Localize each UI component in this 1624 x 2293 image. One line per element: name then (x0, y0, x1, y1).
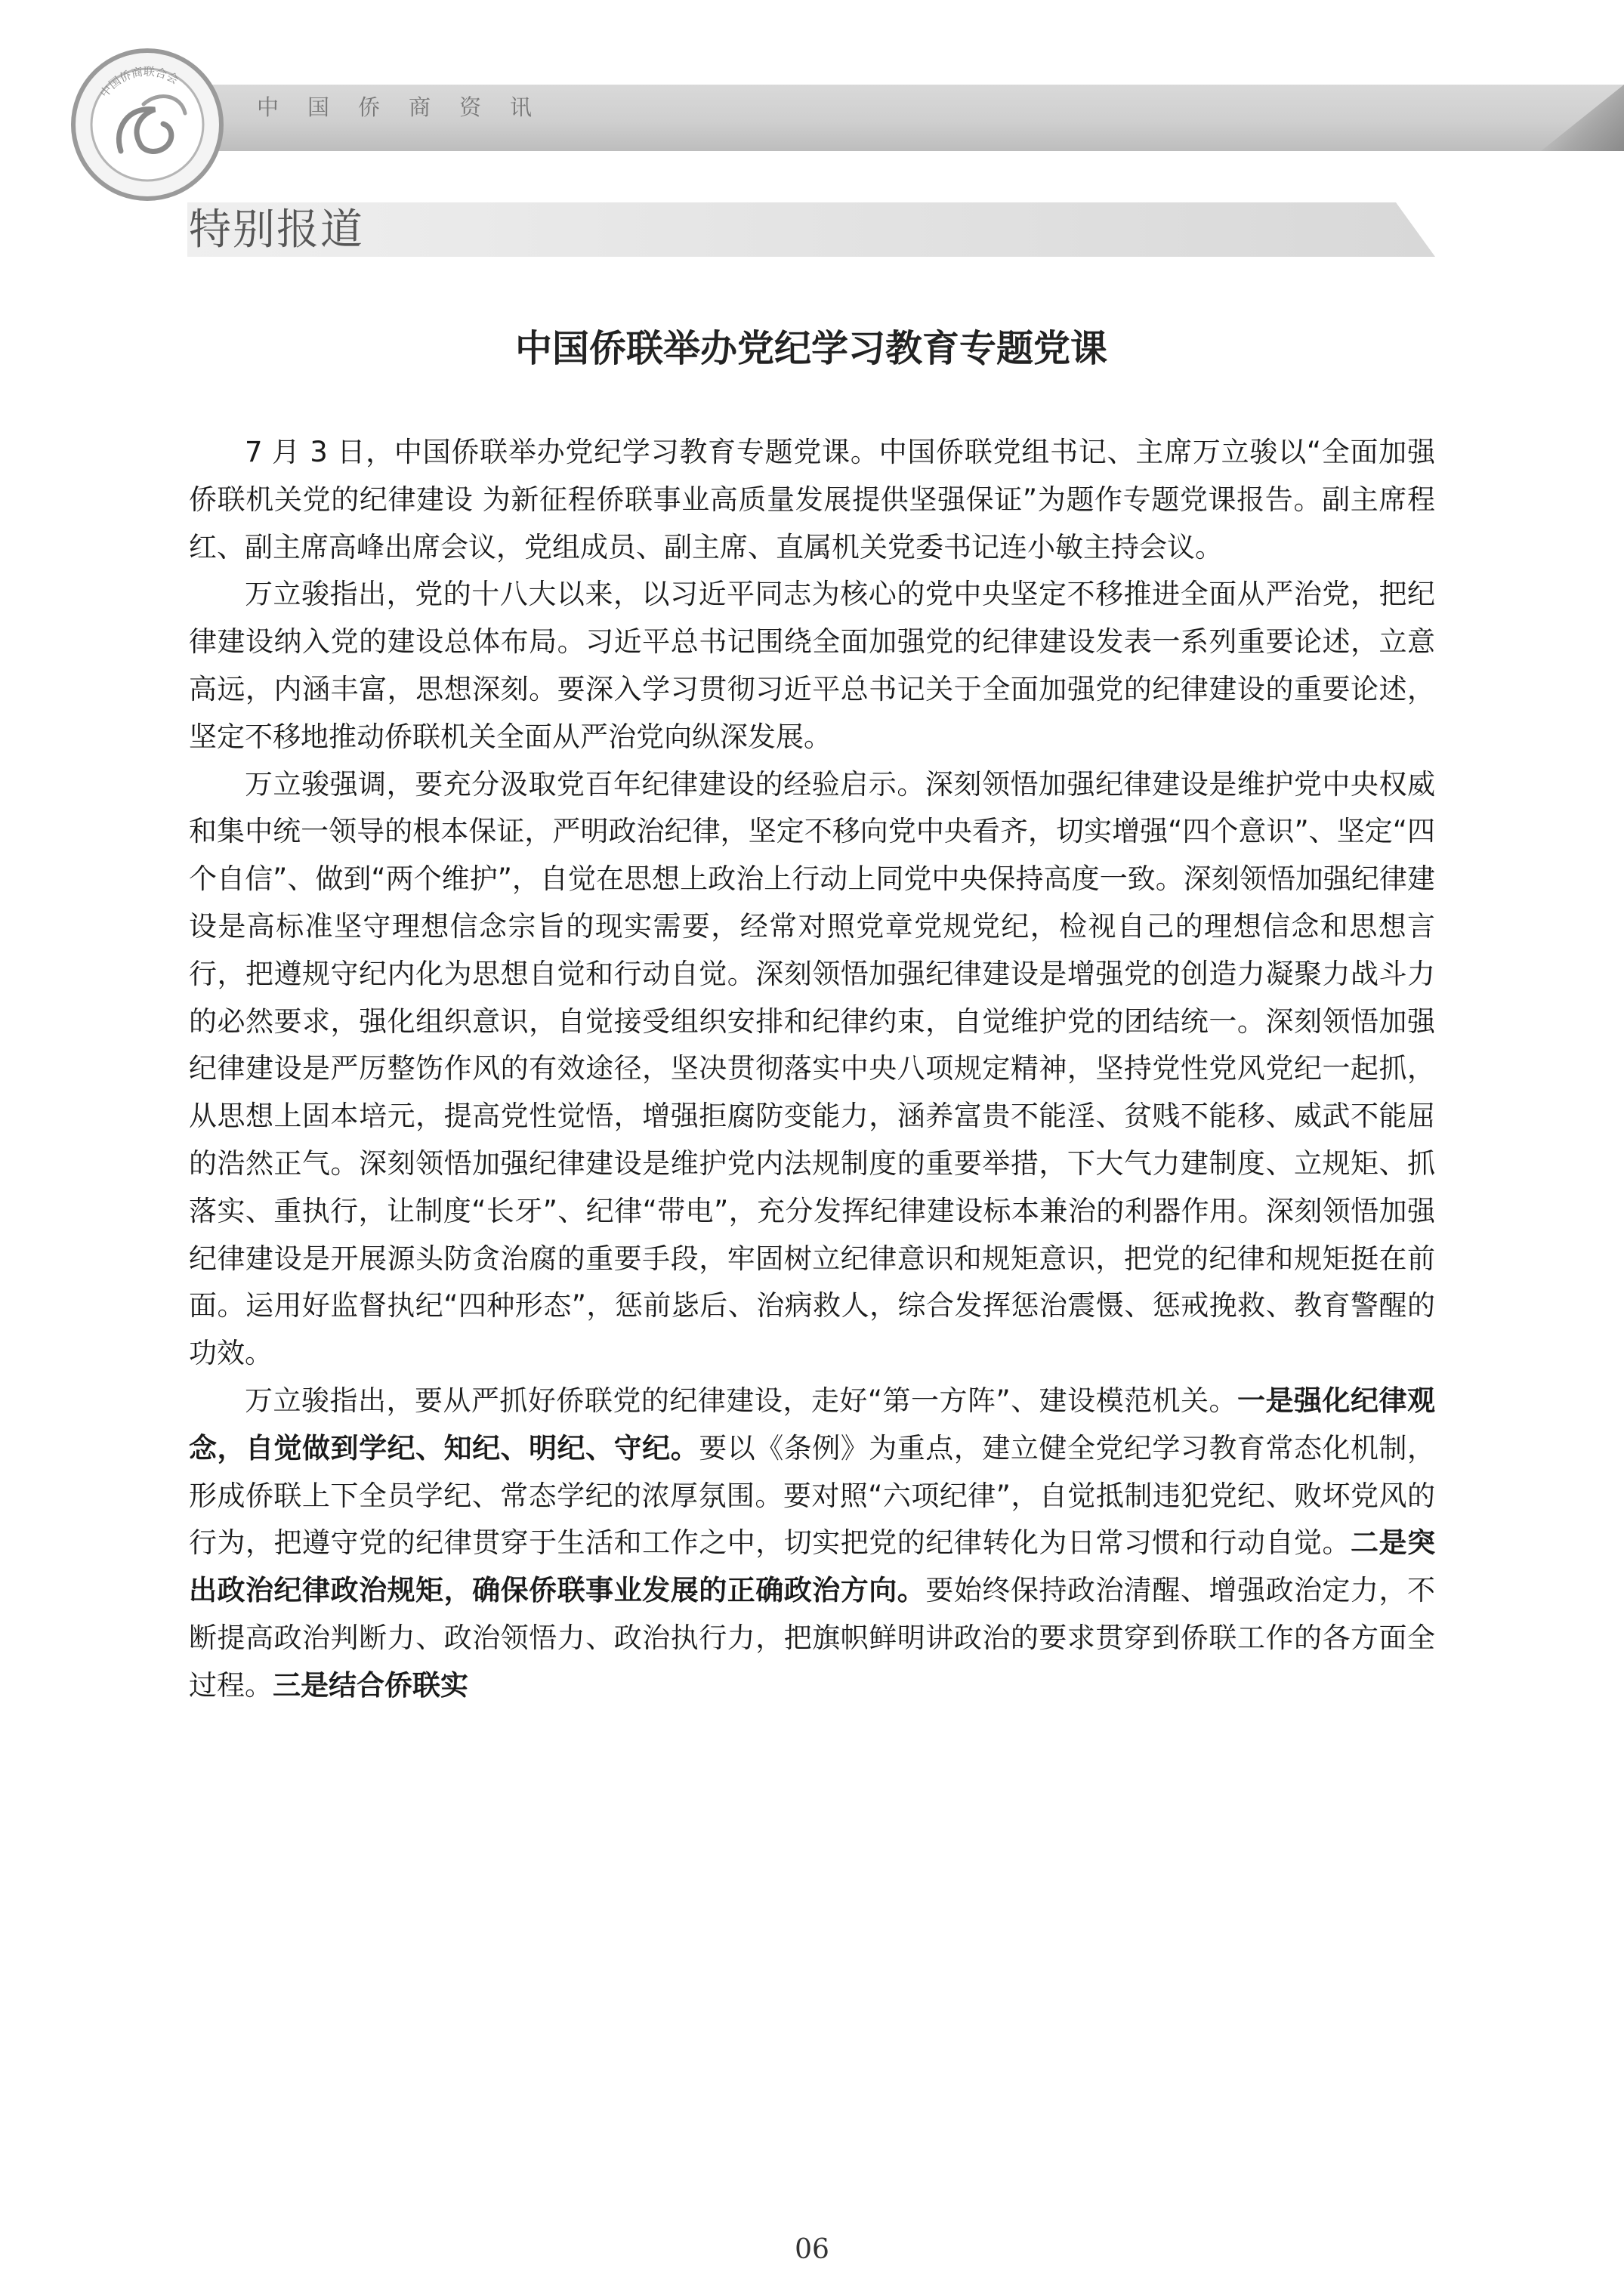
section-title: 特别报道 (189, 205, 364, 255)
article-body (189, 429, 1435, 1710)
paragraph-1: 7 月 3 日，中国侨联举办党纪学习教育专题党课。中国侨联党组书记、主席万立骏以“全面加强侨联机关党的纪律建设 为新征程侨联事业高质量发展提供坚强保证”为题作专题党课报告。副主席程红、副主席高峰出席会议，党组成员、副主席、直属机关党委书记连小敏主持会议。 (189, 436, 1435, 563)
article-title: 中国侨联举办党纪学习教育专题党课 (514, 327, 1107, 370)
organization-logo-icon (68, 45, 227, 204)
point-one-heading: 一是强化纪律观念，自觉做到学纪、知纪、明纪、守纪。 (189, 1384, 1435, 1464)
paragraph-3: 万立骏强调，要充分汲取党百年纪律建设的经验启示。深刻领悟加强纪律建设是维护党中央权威和集中统一领导的根本保证，严明政治纪律，坚定不移向党中央看齐，切实增强“四个意识”、坚定“四个自信”、做到“两个维护”，自觉在思想上政治上行动上同党中央保持高度一致。深刻领悟加强纪律建设是高标准坚守理想信念宗旨的现实需要，经常对照党章党规党纪，检视自己的理想信念和思想言行，把遵规守纪内化为思想自觉和行动自觉。深刻领悟加强纪律建设是增强党的创造力凝聚力战斗力的必然要求，强化组织意识，自觉接受组织安排和纪律约束，自觉维护党的团结统一。深刻领悟加强纪律建设是严厉整饬作风的有效途径，坚决贯彻落实中央八项规定精神，坚持党性党风党纪一起抓，从思想上固本培元，提高党性觉悟，增强拒腐防变能力，涵养富贵不能淫、贫贱不能移、威武不能屈的浩然正气。深刻领悟加强纪律建设是维护党内法规制度的重要举措，下大气力建制度、立规矩、抓落实、重执行，让制度“长牙”、纪律“带电”，充分发挥纪律建设标本兼治的利器作用。深刻领悟加强纪律建设是开展源头防贪治腐的重要手段，牢固树立纪律意识和规矩意识，把党的纪律和规矩挺在前面。运用好监督执纪“四种形态”，惩前毖后、治病救人，综合发挥惩治震慑、惩戒挽救、教育警醒的功效。 (189, 767, 1435, 1370)
paragraph-4-intro: 万立骏指出，要从严抓好侨联党的纪律建设，走好“第一方阵”、建设模范机关。 (245, 1384, 1238, 1417)
point-three-heading: 三是结合侨联实 (273, 1668, 468, 1702)
paragraph-2: 万立骏指出，党的十八大以来，以习近平同志为核心的党中央坚定不移推进全面从严治党，把纪律建设纳入党的建设总体布局。习近平总书记围绕全面加强党的纪律建设发表一系列重要论述，立意高远，内涵丰富，思想深刻。要深入学习贯彻习近平总书记关于全面加强党的纪律建设的重要论述，坚定不移地推动侨联机关全面从严治党向纵深发展。 (189, 578, 1435, 753)
logo-text: 中国侨商联合会 (97, 64, 181, 100)
publication-name: 中国侨商资讯 (257, 94, 561, 120)
point-one-text: 要以《条例》为重点，建立健全党纪学习教育常态化机制，形成侨联上下全员学纪、常态学纪的浓厚氛围。要对照“六项纪律”，自觉抵制违犯党纪、败坏党风的行为，把遵守党的纪律贯穿于生活和工作之中，切实把党的纪律转化为日常习惯和行动自觉。 (189, 1431, 1436, 1560)
point-two-text: 要始终保持政治清醒、增强政治定力，不断提高政治判断力、政治领悟力、政治执行力，把旗帜鲜明讲政治的要求贯穿到侨联工作的各方面全过程。 (189, 1574, 1436, 1702)
section-banner (187, 202, 1435, 257)
page-number: 06 (795, 2234, 829, 2265)
paragraph-4 (189, 1378, 1435, 1710)
point-two-heading: 二是突出政治纪律政治规矩，确保侨联事业发展的正确政治方向。 (189, 1526, 1436, 1607)
header-fold-decoration (1541, 85, 1624, 151)
